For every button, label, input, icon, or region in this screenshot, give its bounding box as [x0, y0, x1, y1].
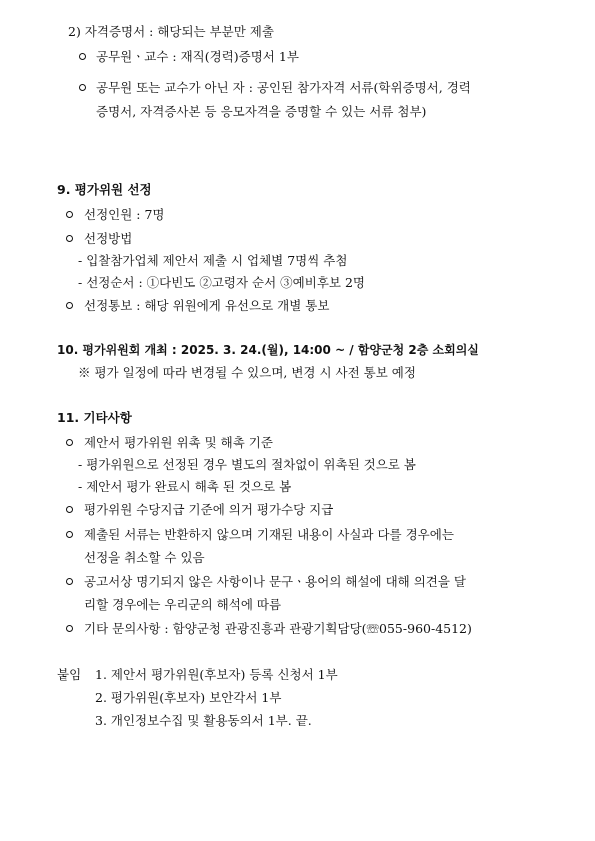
- section-9-title: 9. 평가위원 선정: [57, 182, 152, 197]
- qualification-item-2: 공무원 또는 교수가 아닌 자 : 공인된 참가자격 서류(학위증명서, 경력: [96, 80, 471, 95]
- section-11-item-1: 제안서 평가위원 위촉 및 해촉 기준: [84, 435, 273, 450]
- section-11-title: 11. 기타사항: [57, 410, 132, 425]
- attachment-3: 3. 개인정보수집 및 활용동의서 1부. 끝.: [95, 713, 312, 728]
- section-9-item-1: 선정인원 : 7명: [84, 207, 165, 222]
- bullet-circle-icon: [66, 235, 73, 242]
- bullet-circle-icon: [66, 439, 73, 446]
- section-9-sub-2: - 선정순서 : ①다빈도 ②고령자 순서 ③예비후보 2명: [78, 275, 365, 290]
- section-11-sub-2: - 제안서 평가 완료시 해촉 된 것으로 봄: [78, 479, 292, 494]
- section-11-sub-1: - 평가위원으로 선정된 경우 별도의 절차없이 위촉된 것으로 봄: [78, 457, 416, 472]
- bullet-circle-icon: [66, 211, 73, 218]
- section-11-item-2: 평가위원 수당지급 기준에 의거 평가수당 지급: [84, 502, 334, 517]
- bullet-circle-icon: [66, 531, 73, 538]
- section-10-note: ※ 평가 일정에 따라 변경될 수 있으며, 변경 시 사전 통보 예정: [78, 365, 416, 380]
- section-11-item-4-cont: 리할 경우에는 우리군의 해석에 따름: [84, 597, 282, 612]
- bullet-circle-icon: [66, 506, 73, 513]
- bullet-circle-icon: [66, 578, 73, 585]
- section-11-item-4: 공고서상 명기되지 않은 사항이나 문구ㆍ용어의 해설에 대해 의견을 달: [84, 574, 466, 589]
- qualification-item-2-cont: 증명서, 자격증사본 등 응모자격을 증명할 수 있는 서류 첨부): [96, 104, 427, 119]
- section-11-item-3: 제출된 서류는 반환하지 않으며 기재된 내용이 사실과 다를 경우에는: [84, 527, 454, 542]
- attachment-2: 2. 평가위원(후보자) 보안각서 1부: [95, 690, 282, 705]
- section-9-item-2: 선정방법: [84, 231, 133, 246]
- section-10-title: 10. 평가위원회 개최 : 2025. 3. 24.(월), 14:00 ~ / 함양군청 2층 소회의실: [57, 343, 479, 357]
- section-9-item-3: 선정통보 : 해당 위원에게 유선으로 개별 통보: [84, 298, 330, 313]
- bullet-circle-icon: [79, 84, 86, 91]
- section-11-item-3-cont: 선정을 취소할 수 있음: [84, 550, 205, 565]
- section-9-sub-1: - 입찰참가업체 제안서 제출 시 업체별 7명씩 추첨: [78, 253, 348, 268]
- qualification-heading: 2) 자격증명서 : 해당되는 부분만 제출: [68, 24, 274, 39]
- section-11-item-5: 기타 문의사항 : 함양군청 관광진흥과 관광기획담당(☏055-960-4512): [84, 621, 472, 636]
- attachment-1: 1. 제안서 평가위원(후보자) 등록 신청서 1부: [95, 667, 338, 682]
- qualification-item-1: 공무원ㆍ교수 : 재직(경력)증명서 1부: [96, 49, 299, 64]
- bullet-circle-icon: [66, 625, 73, 632]
- bullet-circle-icon: [66, 302, 73, 309]
- bullet-circle-icon: [79, 53, 86, 60]
- attachments-label: 붙임: [57, 667, 82, 682]
